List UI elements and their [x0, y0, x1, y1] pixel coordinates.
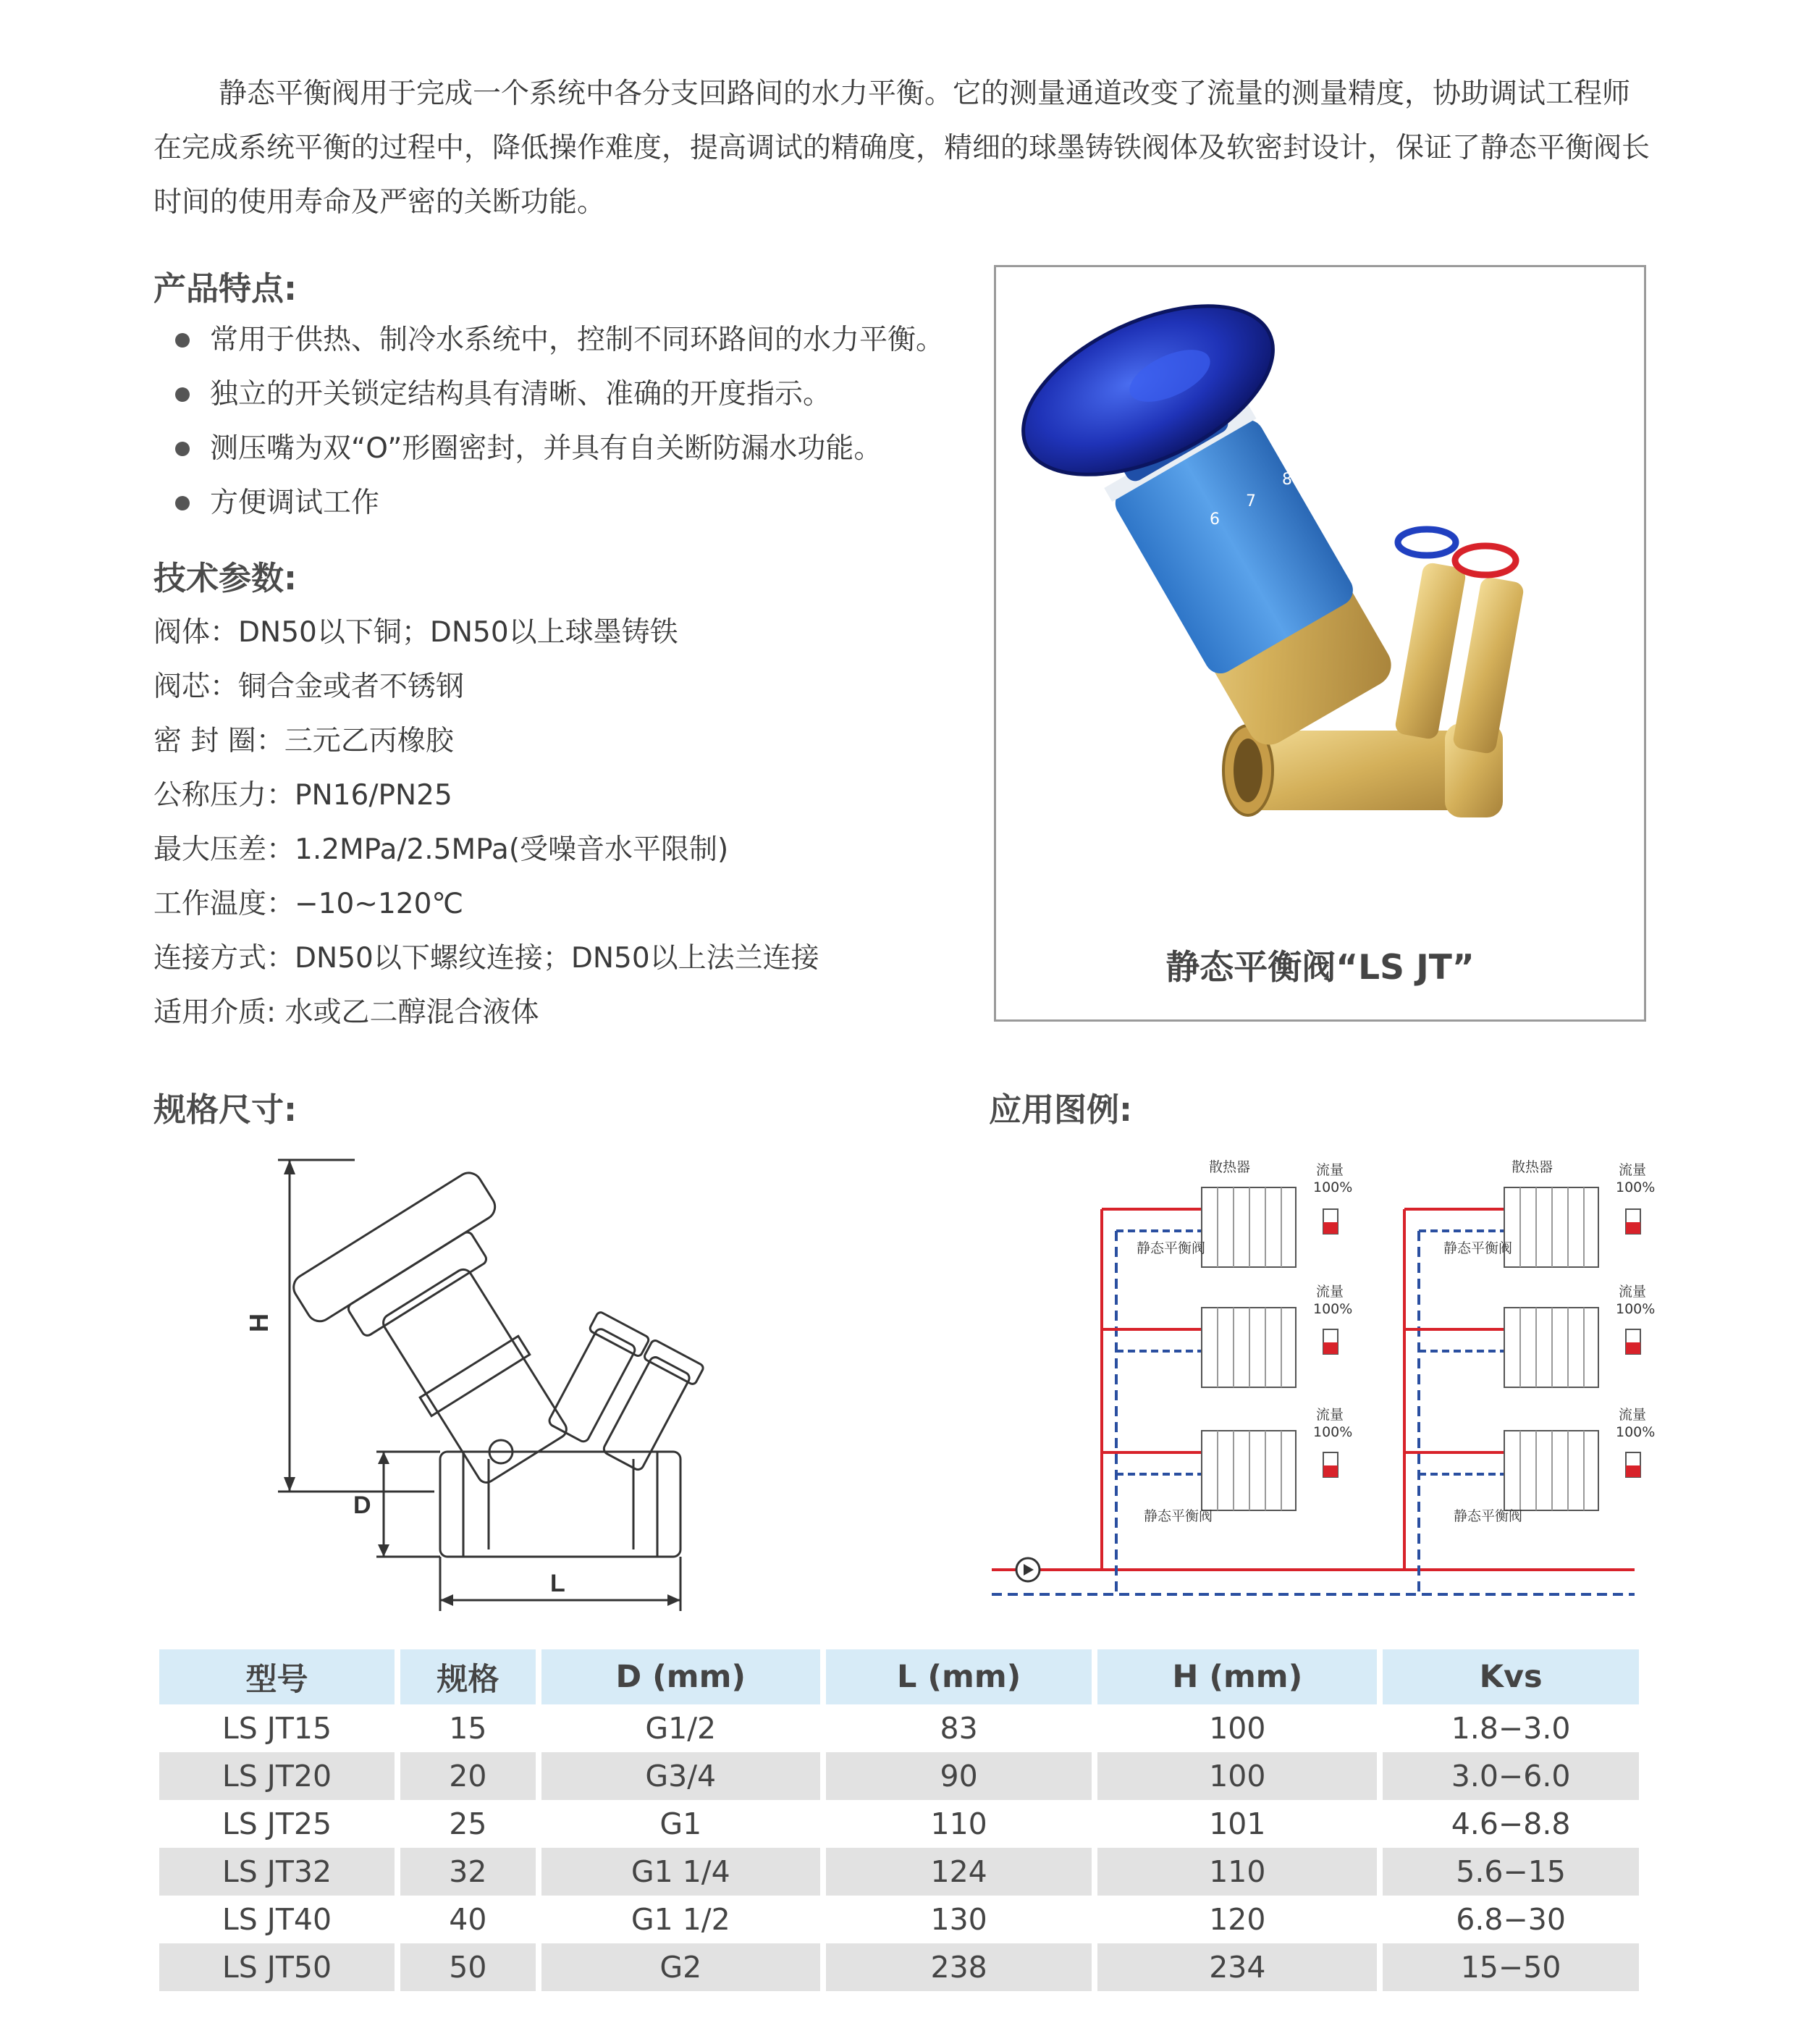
dimension-label-h: H	[244, 1313, 274, 1332]
flow-percent: 100%	[1313, 1301, 1353, 1317]
riser-right	[1404, 1187, 1640, 1594]
table-row	[159, 1704, 1639, 1752]
tech-heading: 技术参数:	[153, 559, 297, 597]
tech-param: 适用介质: 水或乙二醇混合液体	[153, 996, 539, 1029]
scale-mark: 6	[1210, 510, 1220, 529]
intro-paragraph: 静态平衡阀用于完成一个系统中各分支回路间的水力平衡。它的测量通道改变了流量的测量精度，协助调试工程师在完成系统平衡的过程中，降低操作难度，提高调试的精确度，精细的球墨铸铁阀体及软密封设计，保证了静态平衡阀长时间的使用寿命及严密的关断功能。	[153, 77, 1650, 219]
radiator-label: 散热器	[1512, 1159, 1553, 1175]
table-cell: 100	[1209, 1711, 1266, 1746]
table-cell: 5.6−15	[1383, 1848, 1639, 1896]
feature-item	[172, 367, 944, 421]
flow-label: 流量	[1316, 1284, 1344, 1300]
application-heading: 应用图例:	[989, 1090, 1132, 1129]
table-cell: 20	[400, 1752, 536, 1800]
valve-label: 静态平衡阀	[1443, 1240, 1513, 1256]
tech-param: 阀体：DN50以下铜；DN50以上球墨铸铁	[153, 616, 678, 649]
table-cell: G1 1/2	[631, 1902, 730, 1937]
flow-label: 流量	[1619, 1407, 1647, 1423]
table-cell: 50	[400, 1943, 536, 1991]
flow-percent: 100%	[1616, 1424, 1656, 1440]
feature-item	[172, 421, 944, 476]
flow-label: 流量	[1316, 1162, 1344, 1178]
flow-label: 流量	[1619, 1162, 1647, 1178]
tech-param: 公称压力：PN16/PN25	[153, 779, 452, 812]
table-cell: 40	[449, 1902, 487, 1937]
table-cell: LS JT50	[159, 1943, 395, 1991]
column-header: 型号	[159, 1649, 395, 1704]
table-cell: 238	[826, 1943, 1092, 1991]
product-photo-frame	[994, 265, 1646, 1022]
table-cell: G1 1/4	[541, 1848, 820, 1896]
table-cell: 32	[400, 1848, 536, 1896]
tech-param: 密 封 圈：三元乙丙橡胶	[153, 725, 454, 757]
column-header: D (mm)	[541, 1649, 820, 1704]
table-row	[159, 1848, 1639, 1896]
table-cell: 124	[826, 1848, 1092, 1896]
table-cell: 15−50	[1383, 1943, 1639, 1991]
column-header: H (mm)	[1097, 1649, 1377, 1704]
bullet-icon	[175, 387, 190, 402]
tech-param: 工作温度：−10~120℃	[153, 888, 464, 920]
flow-label: 流量	[1316, 1407, 1344, 1423]
feature-item	[172, 476, 944, 530]
table-cell: G1	[659, 1807, 702, 1841]
table-cell: 83	[940, 1711, 978, 1746]
table-row	[159, 1943, 1639, 1991]
flow-percent: 100%	[1313, 1424, 1353, 1440]
tech-param: 阀芯：铜合金或者不锈钢	[153, 670, 465, 703]
table-cell: 3.0−6.0	[1383, 1752, 1639, 1800]
table-header-row	[159, 1649, 1639, 1704]
flow-percent: 100%	[1313, 1179, 1353, 1195]
table-row	[159, 1800, 1639, 1848]
feature-text: 方便调试工作	[210, 487, 380, 519]
table-cell: LS JT25	[222, 1807, 332, 1841]
valve-label: 静态平衡阀	[1137, 1240, 1206, 1256]
table-cell: 4.6−8.8	[1451, 1807, 1571, 1841]
dimension-label-d: D	[353, 1492, 371, 1519]
table-cell: G3/4	[541, 1752, 820, 1800]
flow-label: 流量	[1619, 1284, 1647, 1300]
table-cell: G2	[541, 1943, 820, 1991]
table-cell: 15	[449, 1711, 487, 1746]
table-cell: 1.8−3.0	[1451, 1711, 1571, 1746]
valve-label: 静态平衡阀	[1144, 1508, 1213, 1524]
table-cell: 130	[930, 1902, 987, 1937]
features-heading: 产品特点:	[153, 269, 297, 308]
feature-item	[172, 313, 944, 367]
table-cell: 25	[449, 1807, 487, 1841]
valve-illustration	[996, 267, 1644, 919]
scale-mark: 8	[1282, 471, 1292, 489]
table-cell: 234	[1097, 1943, 1377, 1991]
table-cell: LS JT32	[159, 1848, 395, 1896]
valve-label: 静态平衡阀	[1454, 1508, 1523, 1524]
column-header: L (mm)	[826, 1649, 1092, 1704]
flow-percent: 100%	[1616, 1179, 1656, 1195]
table-cell: LS JT15	[222, 1711, 332, 1746]
table-cell: 100	[1097, 1752, 1377, 1800]
table-cell: 120	[1209, 1902, 1266, 1937]
application-diagram	[992, 1151, 1656, 1615]
table-cell: 101	[1209, 1807, 1266, 1841]
bullet-icon	[175, 496, 190, 510]
scale-mark: 7	[1246, 492, 1256, 510]
column-header: 规格	[400, 1649, 536, 1704]
bullet-icon	[175, 442, 190, 456]
features-list	[172, 313, 944, 530]
spec-table	[153, 1649, 1645, 1991]
feature-text: 测压嘴为双“O”形圈密封，并具有自关断防漏水功能。	[210, 432, 882, 465]
column-header: Kvs	[1383, 1649, 1639, 1704]
table-row	[159, 1896, 1639, 1943]
table-cell: LS JT40	[222, 1902, 332, 1937]
bullet-icon	[175, 333, 190, 348]
radiator-label: 散热器	[1209, 1159, 1251, 1175]
tech-param-list	[153, 605, 819, 1040]
tech-param: 连接方式：DN50以下螺纹连接；DN50以上法兰连接	[153, 942, 819, 975]
tech-param: 最大压差：1.2MPa/2.5MPa(受噪音水平限制)	[153, 833, 729, 866]
table-cell: 90	[826, 1752, 1092, 1800]
table-cell: 6.8−30	[1456, 1902, 1566, 1937]
table-row	[159, 1752, 1639, 1800]
feature-text: 常用于供热、制冷水系统中，控制不同环路间的水力平衡。	[210, 324, 945, 356]
feature-text: 独立的开关锁定结构具有清晰、准确的开度指示。	[210, 378, 832, 411]
dimensions-heading: 规格尺寸:	[153, 1090, 297, 1129]
table-cell: 110	[1097, 1848, 1377, 1896]
flow-percent: 100%	[1616, 1301, 1656, 1317]
table-cell: G1/2	[645, 1711, 717, 1746]
table-cell: LS JT20	[159, 1752, 395, 1800]
dimension-label-l: L	[550, 1570, 565, 1597]
product-caption: 静态平衡阀“LS JT”	[1165, 948, 1475, 988]
dimension-drawing	[244, 1151, 724, 1615]
table-cell: 110	[930, 1807, 987, 1841]
